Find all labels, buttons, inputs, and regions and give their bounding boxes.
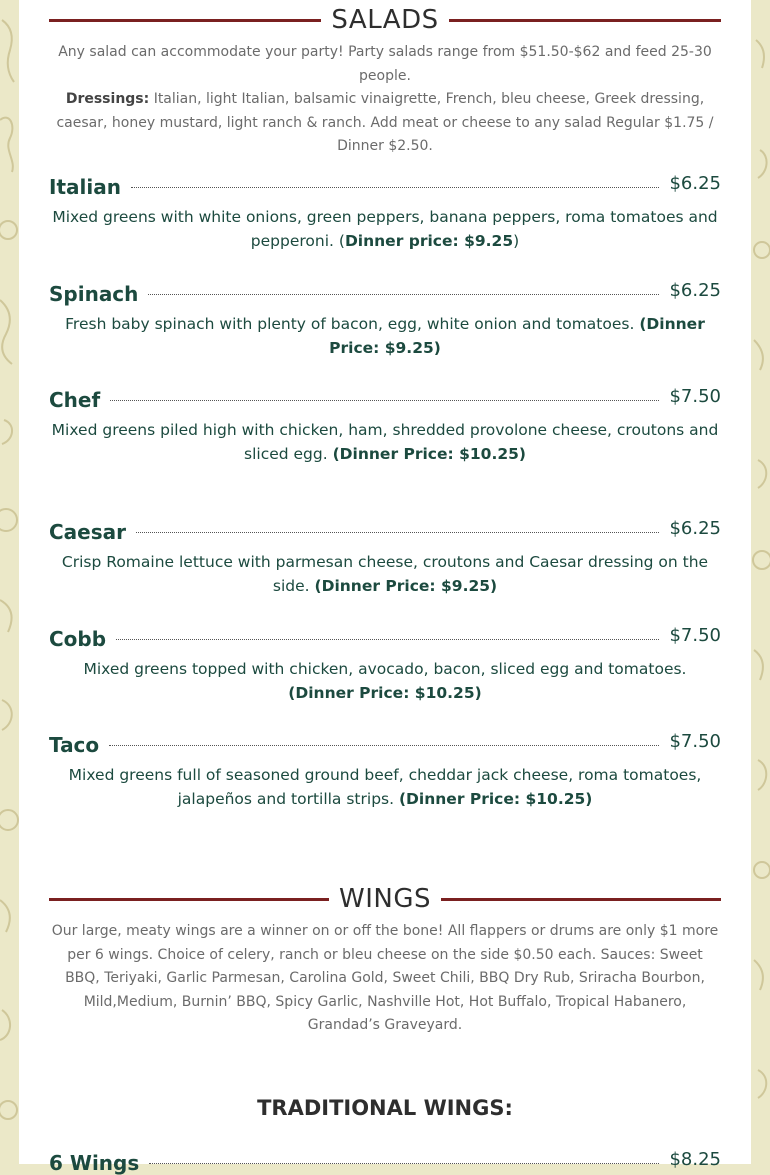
section-rule-left — [49, 19, 321, 22]
item-name: 6 Wings — [49, 1151, 140, 1175]
item-description — [49, 418, 721, 466]
salads-title: SALADS — [331, 5, 439, 35]
item-desc-text: Mixed greens piled high with chicken, ham, shredded provolone cheese, croutons and sliced egg. — [51, 421, 719, 463]
dotted-leader — [148, 294, 659, 295]
item-description — [49, 550, 721, 598]
salads-intro — [49, 41, 721, 159]
dressings-text: Italian, light Italian, balsamic vinaigrette, French, bleu cheese, Greek dressing, caesar, honey mustard, light ranch & ranch. Add meat or cheese to any salad Regular $1.75 / Dinner $2.50. — [56, 91, 714, 154]
traditional-wings-heading: TRADITIONAL WINGS: — [257, 1096, 513, 1120]
menu-item — [49, 517, 721, 598]
dinner-price: (Dinner Price: $10.25) — [398, 790, 593, 808]
item-desc-text: Crisp Romaine lettuce with parmesan cheese, croutons and Caesar dressing on the side. — [61, 553, 709, 595]
dotted-leader — [136, 532, 659, 533]
dressings-note — [49, 88, 721, 159]
item-name: Spinach — [49, 282, 139, 306]
item-desc-text: Fresh baby spinach with plenty of bacon, egg, white onion and tomatoes. — [65, 315, 640, 333]
dinner-price: (Dinner Price: $10.25) — [332, 445, 526, 463]
item-price: $7.50 — [669, 385, 721, 407]
item-description — [49, 205, 721, 253]
section-rule-left — [49, 898, 329, 901]
dinner-price: (Dinner Price: $9.25) — [314, 577, 498, 595]
item-description — [49, 763, 721, 811]
section-rule-right — [449, 19, 721, 22]
menu-item — [49, 730, 721, 811]
item-price: $6.25 — [669, 172, 721, 194]
section-rule-right — [441, 898, 721, 901]
item-description — [49, 657, 721, 705]
item-desc-text: Mixed greens full of seasoned ground beef, cheddar jack cheese, roma tomatoes, jalapeños and tortilla strips. — [68, 766, 702, 808]
menu-panel — [19, 0, 751, 1175]
dressings-label: Dressings: — [65, 91, 150, 107]
dotted-leader — [131, 187, 660, 188]
menu-item — [49, 279, 721, 360]
menu-item — [49, 385, 721, 466]
dotted-leader — [149, 1163, 659, 1164]
item-price: $7.50 — [669, 730, 721, 752]
dinner-price: (Dinner Price: $9.25) — [329, 315, 705, 357]
item-name: Cobb — [49, 627, 107, 651]
item-desc-text: Mixed greens topped with chicken, avocado, bacon, sliced egg and tomatoes. — [83, 660, 687, 678]
item-name: Caesar — [49, 520, 127, 544]
dotted-leader — [109, 745, 659, 746]
wings-section-header — [49, 884, 721, 914]
item-price: $8.25 — [669, 1148, 721, 1170]
wings-title: WINGS — [339, 884, 431, 914]
wings-intro: Our large, meaty wings are a winner on or off the bone! All flappers or drums are only $1 more per 6 wings. Choice of celery, ranch or bleu cheese on the side $0.50 each. Sauces: Sweet BBQ, Teriyaki, Garlic Parmesan, Carolina Gold, Sweet Chili, BBQ Dry Rub, Sriracha Bourbon, Mild,Medium, Burnin’ BBQ, Spicy Garlic, Nashville Hot, Hot Buffalo, Tropical Habanero, Grandad’s Graveyard. — [51, 923, 719, 1033]
menu-item — [49, 172, 721, 253]
item-price: $7.50 — [669, 624, 721, 646]
menu-item — [49, 1148, 721, 1174]
item-name: Taco — [49, 733, 100, 757]
dotted-leader — [110, 400, 659, 401]
item-name: Chef — [49, 388, 101, 412]
dotted-leader — [116, 639, 659, 640]
salads-party-note: Any salad can accommodate your party! Party salads range from $51.50-$62 and feed 25-30 people. — [58, 44, 712, 84]
dinner-price: Dinner price: $9.25 — [344, 232, 514, 250]
salads-section-header — [49, 5, 721, 35]
item-description — [49, 312, 721, 360]
item-desc-tail: ) — [513, 232, 520, 250]
item-name: Italian — [49, 175, 121, 199]
item-price: $6.25 — [669, 279, 721, 301]
menu-item — [49, 624, 721, 705]
item-price: $6.25 — [669, 517, 721, 539]
item-desc-text: Mixed greens with white onions, green peppers, banana peppers, roma tomatoes and pepperoni. ( — [52, 208, 718, 250]
dinner-price: (Dinner Price: $10.25) — [288, 684, 482, 702]
